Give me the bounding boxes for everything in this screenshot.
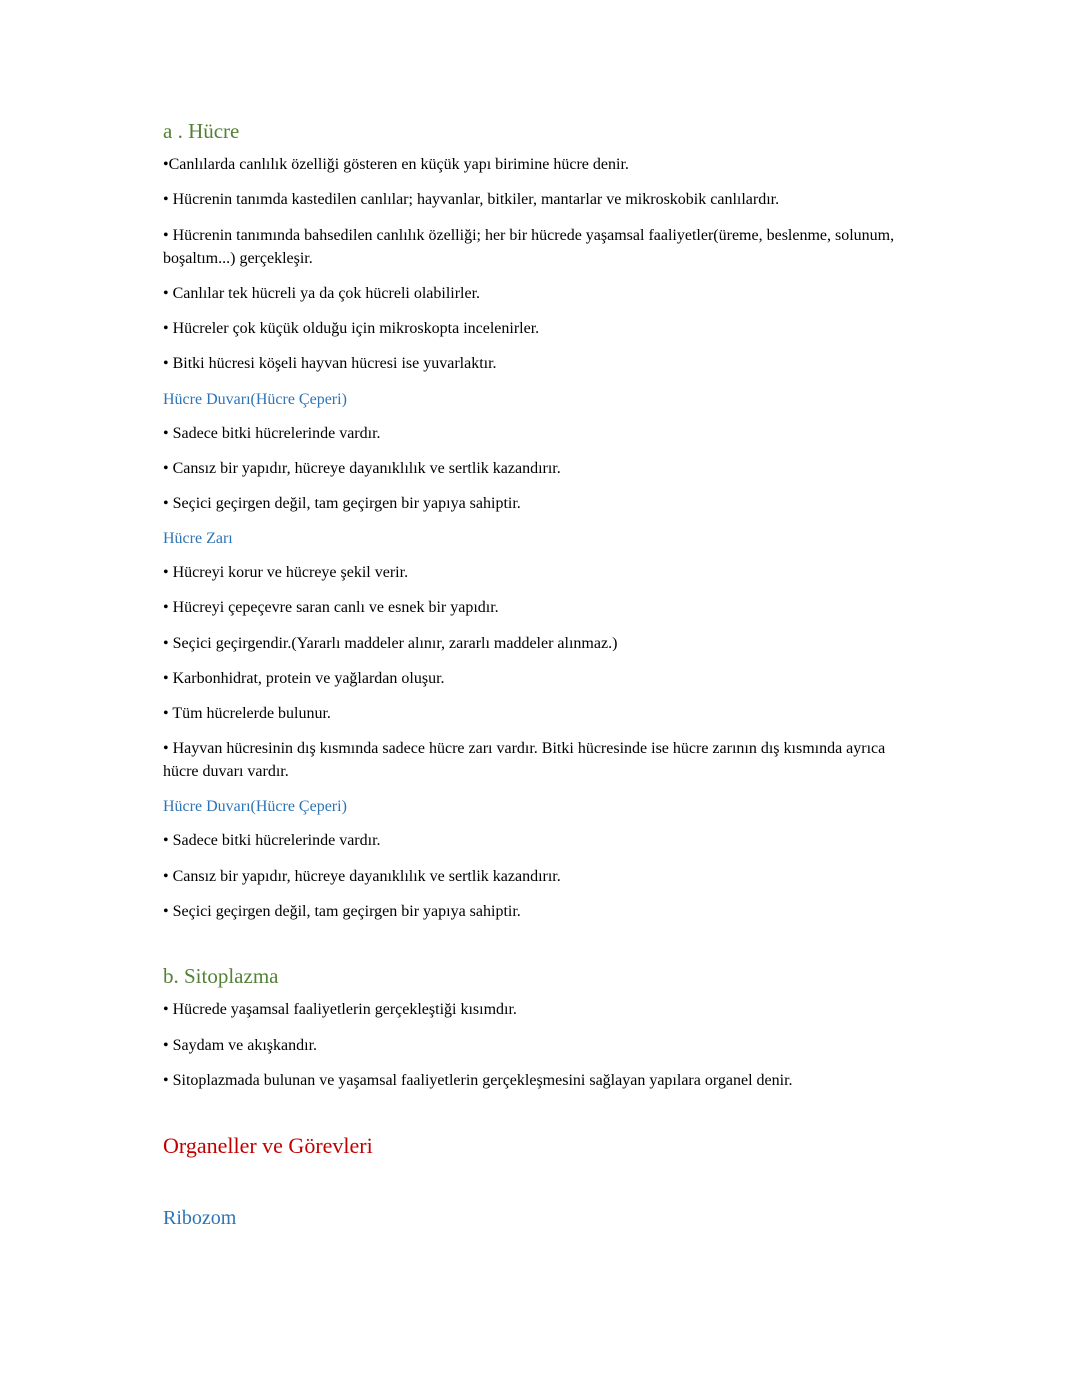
cell-membrane-paragraph: • Hayvan hücresinin dış kısmında sadece hücre zarı vardır. Bitki hücresinde ise hücre zarının dış kısmında ayrıca hücre duvarı vardır. bbox=[163, 740, 886, 781]
section-a-paragraph: • Hücrenin tanımında bahsedilen canlılık özelliği; her bir hücrede yaşamsal faaliyetler(üreme, beslenme, solunum, boşaltım...) gerçekleşir. bbox=[163, 226, 895, 267]
section-b-paragraph: • Saydam ve akışkandır. bbox=[163, 1036, 318, 1054]
cell-membrane-paragraph: • Tüm hücrelerde bulunur. bbox=[163, 704, 331, 722]
cell-wall-paragraph: • Sadece bitki hücrelerinde vardır. bbox=[163, 424, 381, 442]
cell-wall-heading: Hücre Duvarı(Hücre Çeperi) bbox=[163, 390, 347, 408]
cell-membrane-paragraph: • Karbonhidrat, protein ve yağlardan oluşur. bbox=[163, 669, 445, 687]
cell-wall-paragraph: • Seçici geçirgen değil, tam geçirgen bir yapıya sahiptir. bbox=[163, 494, 521, 512]
page-content bbox=[163, 118, 923, 1231]
cell-wall-paragraph: • Cansız bir yapıdır, hücreye dayanıklılık ve sertlik kazandırır. bbox=[163, 867, 561, 885]
section-a-heading: a . Hücre bbox=[163, 119, 240, 143]
organelles-heading: Organeller ve Görevleri bbox=[163, 1132, 373, 1158]
section-a-paragraph: • Hücrenin tanımda kastedilen canlılar; hayvanlar, bitkiler, mantarlar ve mikroskobik canlılardır. bbox=[163, 191, 780, 209]
section-b-heading: b. Sitoplazma bbox=[163, 964, 279, 989]
section-b-paragraph: • Hücrede yaşamsal faaliyetlerin gerçekleştiği kısımdır. bbox=[163, 1001, 517, 1019]
cell-wall-paragraph: • Sadece bitki hücrelerinde vardır. bbox=[163, 832, 381, 850]
cell-wall-paragraph: • Cansız bir yapıdır, hücreye dayanıklılık ve sertlik kazandırır. bbox=[163, 459, 561, 477]
cell-membrane-heading: Hücre Zarı bbox=[163, 530, 233, 548]
cell-membrane-paragraph: • Seçici geçirgendir.(Yararlı maddeler alınır, zararlı maddeler alınmaz.) bbox=[163, 634, 618, 652]
ribosome-heading: Ribozom bbox=[163, 1206, 237, 1229]
section-a-paragraph: • Bitki hücresi köşeli hayvan hücresi ise yuvarlaktır. bbox=[163, 355, 497, 373]
cell-wall-heading-repeat: Hücre Duvarı(Hücre Çeperi) bbox=[163, 798, 347, 816]
section-b-paragraph: • Sitoplazmada bulunan ve yaşamsal faaliyetlerin gerçekleşmesini sağlayan yapılara organel denir. bbox=[163, 1071, 793, 1089]
section-a-paragraph: •Canlılarda canlılık özelliği gösteren en küçük yapı birimine hücre denir. bbox=[163, 156, 629, 174]
section-a-paragraph: • Canlılar tek hücreli ya da çok hücreli olabilirler. bbox=[163, 285, 481, 303]
section-a-paragraph: • Hücreler çok küçük olduğu için mikroskopta incelenirler. bbox=[163, 320, 540, 338]
cell-membrane-paragraph: • Hücreyi korur ve hücreye şekil verir. bbox=[163, 564, 409, 582]
cell-wall-paragraph: • Seçici geçirgen değil, tam geçirgen bir yapıya sahiptir. bbox=[163, 902, 521, 920]
cell-membrane-paragraph: • Hücreyi çepeçevre saran canlı ve esnek bir yapıdır. bbox=[163, 599, 499, 617]
